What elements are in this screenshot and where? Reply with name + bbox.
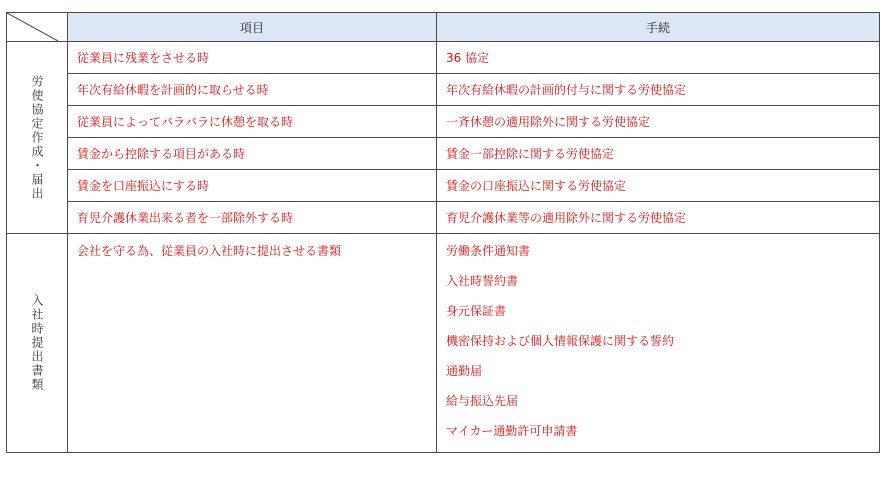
corner-cell: [7, 13, 68, 42]
list-item: 身元保証書: [446, 304, 507, 318]
procedure-cell: 一斉休憩の適用除外に関する労使協定: [437, 106, 880, 138]
header-row: [7, 13, 880, 42]
table-row: [7, 106, 880, 138]
category-label: 入社時提出書類: [30, 294, 44, 392]
list-item: 入社時誓約書: [446, 274, 519, 288]
header-item: 項目: [68, 13, 437, 42]
table-row: [7, 202, 880, 234]
item-text: 会社を守る為、従業員の入社時に提出させる書類: [77, 244, 342, 258]
procedures-table: [6, 12, 880, 453]
category-label: 労使協定作成・届出: [30, 74, 44, 201]
header-procedure: 手続: [437, 13, 880, 42]
table-row: [7, 74, 880, 106]
item-cell: 賃金から控除する項目がある時: [68, 138, 437, 170]
table-row: [7, 234, 880, 453]
table-row: [7, 42, 880, 74]
list-item: 労働条件通知書: [446, 244, 531, 258]
procedure-cell: 賃金一部控除に関する労使協定: [437, 138, 880, 170]
procedure-cell: 36 協定: [437, 42, 880, 74]
list-item: 通勤届: [446, 364, 483, 378]
item-cell: 従業員に残業をさせる時: [68, 42, 437, 74]
procedure-cell: 賃金の口座振込に関する労使協定: [437, 170, 880, 202]
item-cell: 賃金を口座振込にする時: [68, 170, 437, 202]
procedure-cell: 育児介護休業等の適用除外に関する労使協定: [437, 202, 880, 234]
table-row: [7, 170, 880, 202]
item-cell: 従業員によってバラバラに休憩を取る時: [68, 106, 437, 138]
category-cell-agreements: [7, 42, 68, 234]
procedure-list-cell: [437, 234, 880, 453]
list-item: マイカー通勤許可申請書: [446, 424, 578, 438]
category-cell-onboarding: [7, 234, 68, 453]
diagonal-line-icon: [7, 13, 58, 41]
item-cell: 年次有給休暇を計画的に取らせる時: [68, 74, 437, 106]
item-cell: 育児介護休業出来る者を一部除外する時: [68, 202, 437, 234]
list-item: 機密保持および個人情報保護に関する誓約: [446, 334, 675, 348]
list-item: 給与振込先届: [446, 394, 519, 408]
procedure-cell: 年次有給休暇の計画的付与に関する労使協定: [437, 74, 880, 106]
table-row: [7, 138, 880, 170]
item-cell: [68, 234, 437, 453]
